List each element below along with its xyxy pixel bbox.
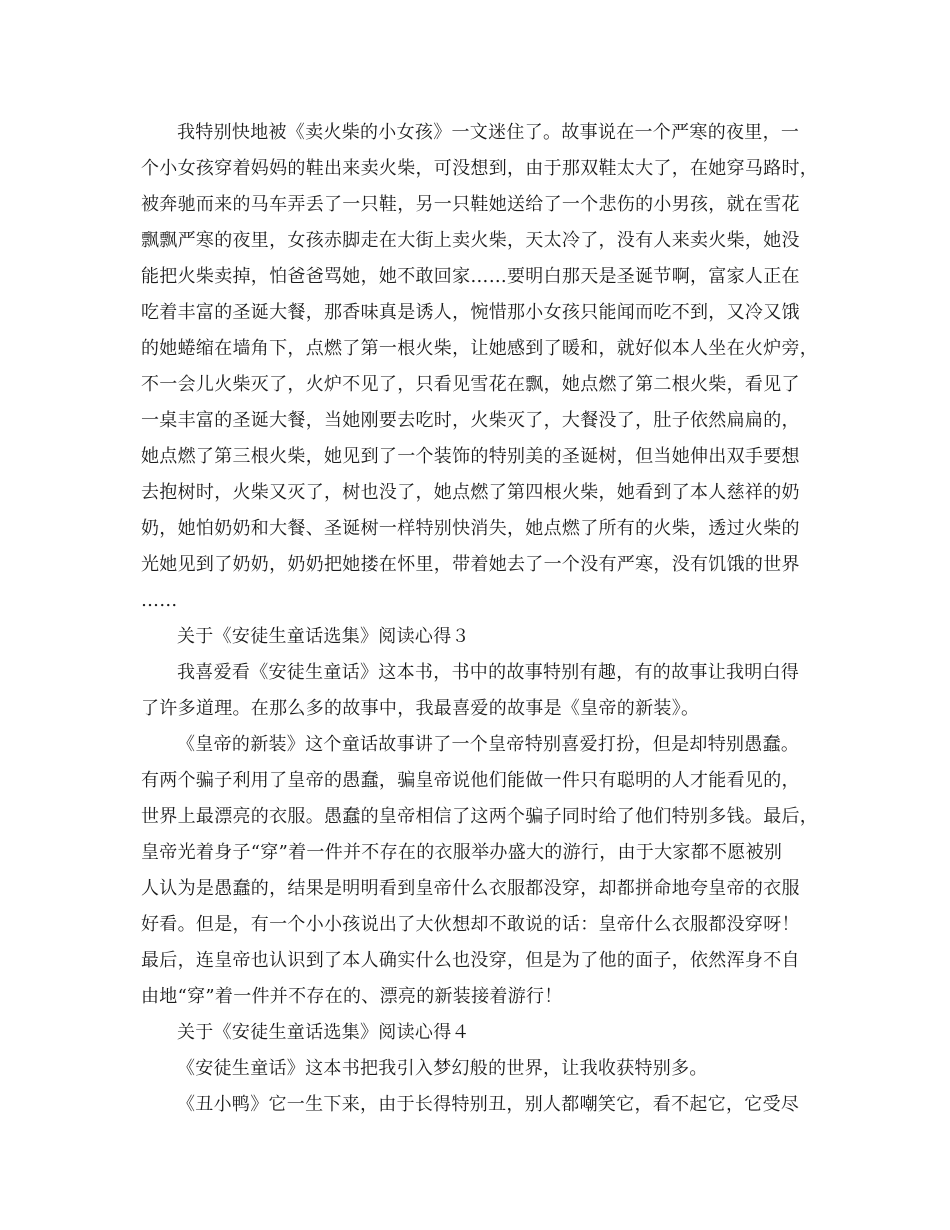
text-line: 吃着丰富的圣诞大餐，那香味真是诱人，惋惜那小女孩只能闻而吃不到，又冷又饿 xyxy=(141,302,800,323)
text-line: 皇帝光着身子“穿”着一件并不存在的衣服举办盛大的游行，由于大家都不愿被别 xyxy=(141,842,783,863)
text-line: 光她见到了奶奶，奶奶把她搂在怀里，带着她去了一个没有严寒，没有饥饿的世界 xyxy=(141,554,800,575)
text-line: 有两个骗子利用了皇帝的愚蠢，骗皇帝说他们能做一件只有聪明的人才能看见的， xyxy=(141,770,800,791)
text-line: 被奔驰而来的马车弄丢了一只鞋，另一只鞋她送给了一个悲伤的小男孩，就在雪花 xyxy=(141,194,800,215)
text-line: 《皇帝的新装》这个童话故事讲了一个皇帝特别喜爱打扮，但是却特别愚蠢。 xyxy=(177,734,800,755)
text-line: 了许多道理。在那么多的故事中，我最喜爱的故事是《皇帝的新装》。 xyxy=(141,698,700,719)
text-line: 一桌丰富的圣诞大餐，当她刚要去吃时，火柴灭了，大餐没了，肚子依然扁扁的， xyxy=(141,410,800,431)
text-line: 人认为是愚蠢的，结果是明明看到皇帝什么衣服都没穿，却都拼命地夸皇帝的衣服 xyxy=(141,878,800,899)
text-line: 个小女孩穿着妈妈的鞋出来卖火柴，可没想到，由于那双鞋太大了，在她穿马路时， xyxy=(141,158,819,179)
text-line: 世界上最漂亮的衣服。愚蠢的皇帝相信了这两个骗子同时给了他们特别多钱。最后， xyxy=(141,806,819,827)
section-heading: 关于《安徒生童话选集》阅读心得３ xyxy=(177,626,470,647)
text-line: 去抱树时，火柴又灭了，树也没了，她点燃了第四根火柴，她看到了本人慈祥的奶 xyxy=(141,482,800,503)
text-line: 我喜爱看《安徒生童话》这本书，书中的故事特别有趣，有的故事让我明白得 xyxy=(177,662,800,683)
text-line: 《丑小鸭》它一生下来，由于长得特别丑，别人都嘲笑它，看不起它，它受尽 xyxy=(177,1094,800,1115)
text-line: …… xyxy=(141,590,178,611)
text-line: 能把火柴卖掉，怕爸爸骂她，她不敢回家……要明白那天是圣诞节啊，富家人正在 xyxy=(141,266,800,287)
text-line: 她点燃了第三根火柴，她见到了一个装饰的特别美的圣诞树，但当她伸出双手要想 xyxy=(141,446,800,467)
text-line: 的她蜷缩在墙角下，点燃了第一根火柴，让她感到了暖和，就好似本人坐在火炉旁， xyxy=(141,338,819,359)
text-line: 飘飘严寒的夜里，女孩赤脚走在大街上卖火柴，天太冷了，没有人来卖火柴，她没 xyxy=(141,230,800,251)
text-line: 我特别快地被《卖火柴的小女孩》一文迷住了。故事说在一个严寒的夜里，一 xyxy=(177,122,800,143)
text-line: 由地“穿”着一件并不存在的、漂亮的新装接着游行！ xyxy=(141,986,563,1007)
text-line: 奶，她怕奶奶和大餐、圣诞树一样特别快消失，她点燃了所有的火柴，透过火柴的 xyxy=(141,518,800,539)
section-heading: 关于《安徒生童话选集》阅读心得４ xyxy=(177,1022,470,1043)
text-line: 最后，连皇帝也认识到了本人确实什么也没穿，但是为了他的面子，依然浑身不自 xyxy=(141,950,800,971)
text-line: 不一会儿火柴灭了，火炉不见了，只看见雪花在飘，她点燃了第二根火柴，看见了 xyxy=(141,374,800,395)
text-line: 好看。但是，有一个小小孩说出了大伙想却不敢说的话：皇帝什么衣服都没穿呀！ xyxy=(141,914,800,935)
text-line: 《安徒生童话》这本书把我引入梦幻般的世界，让我收获特别多。 xyxy=(177,1058,708,1079)
